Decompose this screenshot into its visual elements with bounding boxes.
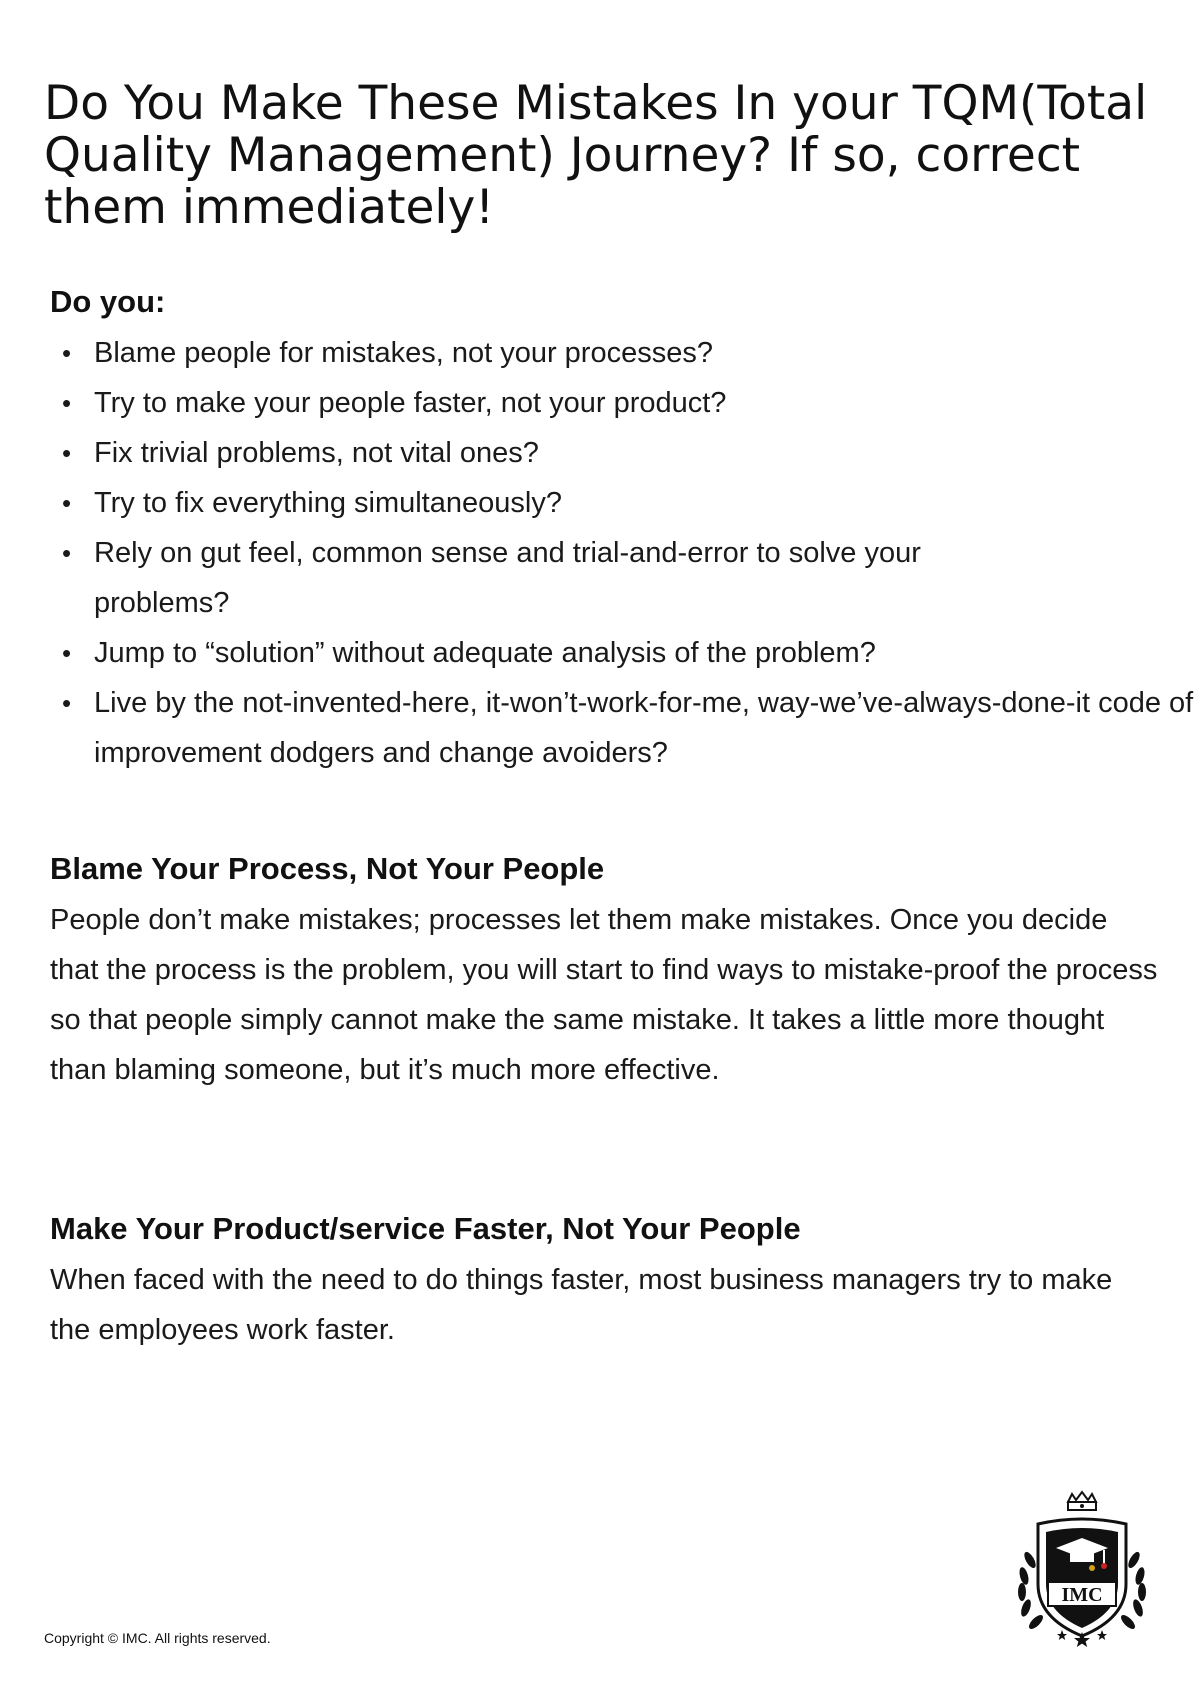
- list-item-text: Try to fix everything simultaneously?: [94, 487, 562, 519]
- intro-section: [50, 282, 1194, 778]
- list-item-text: Fix trivial problems, not vital ones?: [94, 437, 539, 469]
- list-item-text: Try to make your people faster, not your product?: [94, 387, 727, 419]
- list-item: [50, 678, 1194, 778]
- list-item: [50, 628, 1160, 678]
- bullet-icon: •: [62, 338, 72, 368]
- imc-logo-icon: [1012, 1488, 1152, 1650]
- intro-heading: Do you:: [50, 284, 166, 319]
- section-heading: Make Your Product/service Faster, Not Your People: [50, 1211, 801, 1246]
- bullet-icon: •: [62, 638, 72, 668]
- bullet-icon: •: [62, 688, 72, 718]
- bullet-icon: •: [62, 488, 72, 518]
- list-item-text: Jump to “solution” without adequate analysis of the problem?: [94, 637, 876, 669]
- list-item-text: Rely on gut feel, common sense and trial-and-error to solve your problems?: [94, 537, 921, 619]
- list-item: [50, 528, 1054, 628]
- copyright-text: Copyright © IMC. All rights reserved.: [44, 1630, 271, 1646]
- bullet-icon: •: [62, 388, 72, 418]
- blame-process-section: [50, 849, 1160, 1095]
- list-item-text: Live by the not-invented-here, it-won’t-work-for-me, way-we’ve-always-done-it code of improvement dodgers and change avoiders?: [94, 687, 1194, 769]
- list-item: [50, 428, 1160, 478]
- logo-text: IMC: [1061, 1584, 1103, 1606]
- list-item: [50, 478, 1160, 528]
- section-heading: Blame Your Process, Not Your People: [50, 851, 605, 886]
- faster-product-section: [50, 1209, 1160, 1355]
- crown-icon: [1068, 1492, 1096, 1510]
- stars-icon: [1057, 1630, 1107, 1647]
- list-item: [50, 378, 1160, 428]
- bullet-icon: •: [62, 538, 72, 568]
- section-body: When faced with the need to do things faster, most business managers try to make the employees work faster.: [50, 1264, 1113, 1346]
- bullet-icon: •: [62, 438, 72, 468]
- section-body: People don’t make mistakes; processes let them make mistakes. Once you decide that the process is the problem, you will start to find ways to mistake-proof the process so that people simply cannot make the same mistake. It takes a little more thought than blaming someone, but it’s much more effective.: [50, 904, 1158, 1086]
- mistakes-list: [50, 328, 1194, 778]
- list-item: [50, 328, 1160, 378]
- list-item-text: Blame people for mistakes, not your processes?: [94, 337, 713, 369]
- page-title: Do You Make These Mistakes In your TQM(Total Quality Management) Journey? If so, correct them immediately!: [44, 76, 1148, 235]
